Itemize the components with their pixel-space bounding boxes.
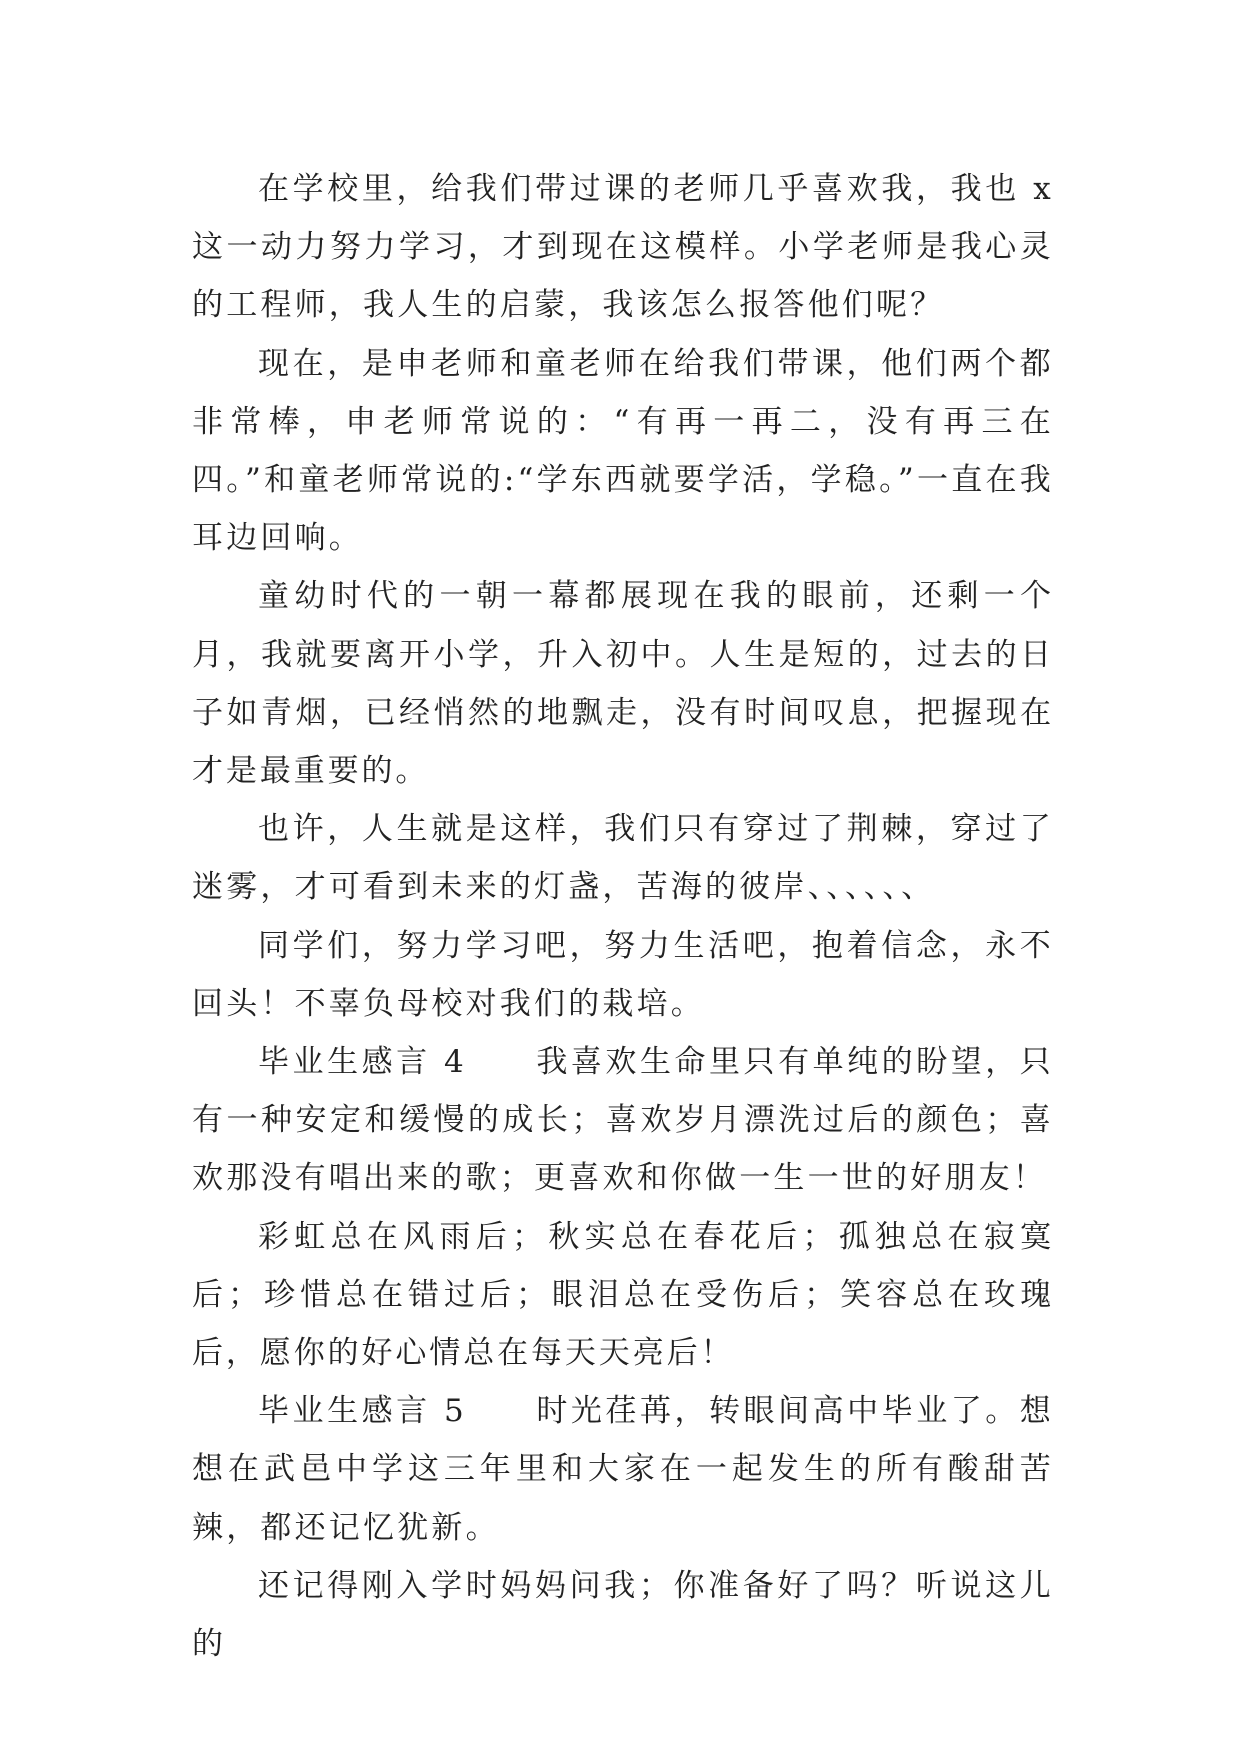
paragraph-9: 还记得刚入学时妈妈问我；你准备好了吗？听说这儿的 (192, 1567, 1054, 1663)
paragraph-4: 也许，人生就是这样，我们只有穿过了荆棘，穿过了迷雾，才可看到未来的灯盏，苦海的彼岸、、、、、、 (192, 811, 1054, 906)
paragraph-2: 现在，是申老师和童老师在给我们带课，他们两个都非常棒，申老师常说的：“有再一再二，没有再三在四。”和童老师常说的:“学东西就要学活，学稳。”一直在我耳边回响。 (192, 345, 1054, 557)
paragraph-3: 童幼时代的一朝一幕都展现在我的眼前，还剩一个月，我就要离开小学，升入初中。人生是短的，过去的日子如青烟，已经悄然的地飘走，没有时间叹息，把握现在才是最重要的。 (192, 578, 1054, 790)
paragraph-5: 同学们，努力学习吧，努力生活吧，抱着信念，永不回头！不辜负母校对我们的栽培。 (192, 927, 1054, 1022)
paragraph-8: 毕业生感言 5 时光荏苒，转眼间高中毕业了。想想在武邑中学这三年里和大家在一起发生的所有酸甜苦辣，都还记忆犹新。 (192, 1393, 1054, 1546)
paragraph-7: 彩虹总在风雨后；秋实总在春花后；孤独总在寂寞后；珍惜总在错过后；眼泪总在受伤后；笑容总在玫瑰后，愿你的好心情总在每天天亮后！ (192, 1218, 1054, 1372)
paragraph-6: 毕业生感言 4 我喜欢生命里只有单纯的盼望，只有一种安定和缓慢的成长；喜欢岁月漂洗过后的颜色；喜欢那没有唱出来的歌；更喜欢和你做一生一世的好朋友！ (192, 1044, 1054, 1197)
paragraph-1: 在学校里，给我们带过课的老师几乎喜欢我，我也 x 这一动力努力学习，才到现在这模样。小学老师是我心灵的工程师，我人生的启蒙，我该怎么报答他们呢？ (192, 171, 1054, 324)
document-body (192, 160, 1054, 1673)
